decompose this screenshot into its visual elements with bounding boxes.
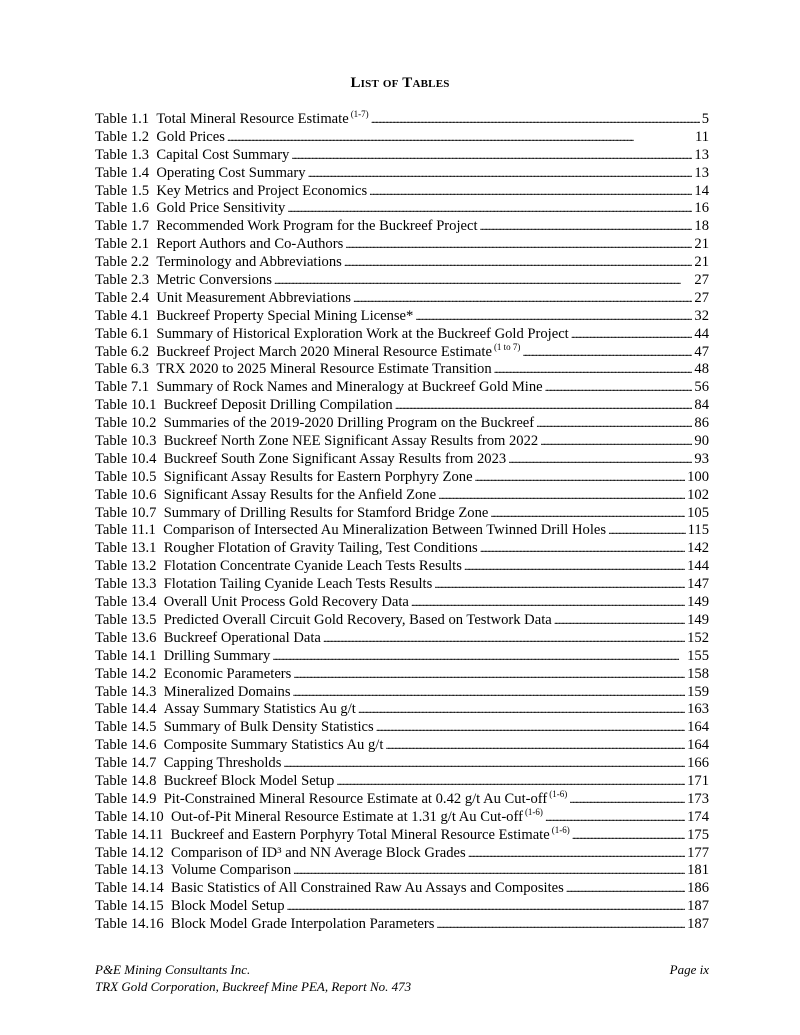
toc-entry-page: 149: [687, 594, 709, 611]
dot-leader: [358, 701, 685, 719]
toc-entry-number: Table 13.1: [95, 540, 157, 557]
toc-entry[interactable]: [95, 755, 709, 773]
toc-entry-page: 187: [687, 898, 709, 915]
dot-leader: [287, 200, 692, 218]
toc-entry-page: 27: [694, 272, 709, 289]
toc-entry-label: [95, 218, 478, 236]
dot-leader: [415, 308, 692, 326]
toc-entry-number: Table 6.1: [95, 325, 150, 342]
toc-entry-label: [95, 200, 285, 218]
toc-entry-page: 47: [694, 343, 709, 360]
dot-leader: [475, 469, 686, 487]
toc-entry-page: 56: [694, 379, 709, 396]
toc-entry-number: Table 14.1: [95, 647, 157, 664]
toc-entry[interactable]: [95, 540, 709, 558]
toc-entry-title: Mineralized Domains: [163, 683, 291, 700]
toc-entry-number: Table 10.6: [95, 486, 157, 503]
toc-entry-page: 21: [694, 236, 709, 253]
toc-entry-page: 86: [694, 415, 709, 432]
toc-entry-label: [95, 773, 334, 791]
toc-entry-title: Metric Conversions: [156, 272, 272, 289]
toc-entry[interactable]: [95, 147, 709, 165]
toc-entry-title: Buckreef Operational Data: [163, 629, 321, 646]
toc-entry-label: [95, 308, 413, 326]
toc-entry-title: Buckreef Deposit Drilling Compilation: [163, 397, 393, 414]
toc-entry-page: 171: [687, 772, 709, 789]
toc-entry-number: Table 14.13: [95, 862, 164, 879]
toc-entry-number: Table 14.4: [95, 701, 157, 718]
dot-leader: [323, 630, 685, 648]
toc-entry-title: Capital Cost Summary: [156, 146, 290, 163]
toc-entry-title: Pit-Constrained Mineral Resource Estimate at 0.42 g/t Au Cut-off: [163, 790, 548, 807]
toc-entry[interactable]: [95, 630, 709, 648]
toc-entry-title: Block Model Grade Interpolation Parameters: [170, 916, 435, 933]
toc-entry-title: Significant Assay Results for Eastern Porphyry Zone: [163, 468, 473, 485]
toc-entry-label: [95, 451, 506, 469]
toc-entry[interactable]: [95, 433, 709, 451]
toc-entry-page: 159: [687, 683, 709, 700]
toc-entry-page: 147: [687, 576, 709, 593]
toc-entry-label: [95, 183, 367, 201]
toc-entry[interactable]: [95, 880, 709, 898]
toc-entry-number: Table 14.8: [95, 772, 157, 789]
dot-leader: [608, 522, 686, 540]
toc-entry-page: 21: [694, 254, 709, 271]
toc-entry-label: [95, 147, 289, 165]
toc-entry-number: Table 13.2: [95, 558, 157, 575]
toc-entry[interactable]: [95, 308, 709, 326]
toc-entry-label: [95, 630, 321, 648]
dot-leader: [371, 111, 700, 129]
dot-leader: [369, 183, 692, 201]
toc-entry-label: [95, 666, 291, 684]
toc-entry-label: [95, 397, 393, 415]
toc-entry-label: [95, 487, 436, 505]
toc-entry-label: [95, 755, 281, 773]
dot-leader: [272, 648, 685, 666]
toc-entry-title: Buckreef North Zone NEE Significant Assay Results from 2022: [163, 433, 539, 450]
toc-entry-title: Report Authors and Co-Authors: [156, 236, 344, 253]
toc-entry-number: Table 14.3: [95, 683, 157, 700]
dot-leader: [438, 487, 685, 505]
toc-entry-number: Table 6.3: [95, 361, 150, 378]
toc-entry-number: Table 11.1: [95, 522, 156, 539]
toc-entry[interactable]: [95, 165, 709, 183]
toc-entry-title: Predicted Overall Circuit Gold Recovery, Based on Testwork Data: [163, 611, 552, 628]
dot-leader: [293, 684, 686, 702]
toc-entry-page: 186: [687, 880, 709, 897]
toc-entry-page: 177: [687, 844, 709, 861]
toc-entry-page: 100: [687, 468, 709, 485]
dot-leader: [436, 916, 685, 934]
dot-leader: [554, 612, 685, 630]
toc-entry[interactable]: [95, 254, 709, 272]
toc-entry-page: 105: [687, 504, 709, 521]
dot-leader: [287, 898, 686, 916]
toc-entry-title: Flotation Tailing Cyanide Leach Tests Results: [163, 576, 433, 593]
toc-entry-page: 174: [687, 808, 709, 825]
toc-entry-title: Summary of Rock Names and Mineralogy at Buckreef Gold Mine: [156, 379, 543, 396]
toc-entry-page: 16: [694, 200, 709, 217]
toc-entry-number: Table 1.1: [95, 111, 150, 127]
dot-leader: [336, 773, 685, 791]
toc-entry-title: Economic Parameters: [163, 665, 292, 682]
toc-entry-number: Table 1.2: [95, 128, 150, 145]
toc-entry-superscript: (1 to 7): [493, 341, 521, 352]
toc-entry[interactable]: [95, 361, 709, 379]
toc-entry-label: [95, 612, 552, 630]
footer-report: TRX Gold Corporation, Buckreef Mine PEA, Report No. 473: [95, 979, 412, 994]
toc-entry-number: Table 14.12: [95, 844, 164, 861]
toc-entry-page: 166: [687, 755, 709, 772]
toc-entry-label: [95, 165, 306, 183]
toc-entry-label: [95, 129, 225, 147]
toc-entry-page: 5: [701, 111, 709, 127]
toc-entry-number: Table 13.5: [95, 611, 157, 628]
toc-entry-page: 32: [694, 307, 709, 324]
toc-entry-page: 102: [687, 486, 709, 503]
toc-entry-label: [95, 361, 492, 379]
toc-entry-label: [95, 415, 534, 433]
toc-entry[interactable]: [95, 522, 709, 540]
toc-entry-title: Significant Assay Results for the Anfield Zone: [163, 486, 437, 503]
toc-entry-title: Volume Comparison: [170, 862, 292, 879]
toc-entry-label: [95, 788, 568, 809]
toc-entry-label: [95, 111, 369, 129]
toc-entry[interactable]: [95, 379, 709, 397]
toc-entry[interactable]: [95, 666, 709, 684]
toc-entry-number: Table 13.6: [95, 629, 157, 646]
toc-entry-number: Table 14.16: [95, 916, 164, 933]
toc-entry-title: Total Mineral Resource Estimate: [156, 111, 349, 127]
toc-entry[interactable]: [95, 505, 709, 523]
toc-entry-label: [95, 341, 521, 362]
toc-entry-page: 149: [687, 611, 709, 628]
toc-entry-number: Table 13.3: [95, 576, 157, 593]
toc-entry-page: 84: [694, 397, 709, 414]
toc-entry-label: [95, 594, 409, 612]
toc-entry-number: Table 2.2: [95, 254, 150, 271]
toc-entry-title: Terminology and Abbreviations: [156, 254, 342, 271]
toc-entry-number: Table 2.3: [95, 272, 150, 289]
toc-entry-title: Operating Cost Summary: [156, 164, 306, 181]
toc-entry[interactable]: [95, 326, 709, 344]
toc-entry-title: Flotation Concentrate Cyanide Leach Tests Results: [163, 558, 462, 575]
toc-entry[interactable]: [95, 845, 709, 863]
toc-entry-page: 164: [687, 719, 709, 736]
toc-entry-page: 27: [694, 289, 709, 306]
toc-entry-label: [95, 737, 383, 755]
toc-entry-page: 18: [694, 218, 709, 235]
dot-leader: [569, 791, 685, 809]
footer-line-1: [95, 961, 709, 978]
toc-entry-number: Table 13.4: [95, 594, 157, 611]
toc-entry-label: [95, 880, 564, 898]
toc-entry-page: 142: [687, 540, 709, 557]
dot-leader: [353, 290, 692, 308]
toc-entry-superscript: (1-6): [524, 806, 543, 817]
toc-entry-label: [95, 290, 351, 308]
toc-entry[interactable]: [95, 788, 709, 809]
dot-leader: [385, 737, 685, 755]
toc-entry[interactable]: [95, 701, 709, 719]
toc-entry[interactable]: [95, 272, 709, 290]
dot-leader: [536, 415, 692, 433]
toc-entry-number: Table 14.2: [95, 665, 157, 682]
toc-entry[interactable]: [95, 183, 709, 201]
toc-entry[interactable]: [95, 576, 709, 594]
toc-entry[interactable]: [95, 594, 709, 612]
toc-entry-label: [95, 433, 538, 451]
toc-entry-title: Capping Thresholds: [163, 755, 282, 772]
toc-entry[interactable]: [95, 397, 709, 415]
dot-leader: [434, 576, 685, 594]
dot-leader: [522, 344, 692, 362]
toc-entry-title: Composite Summary Statistics Au g/t: [163, 737, 384, 754]
footer-company: P&E Mining Consultants Inc.: [95, 962, 251, 977]
toc-entry-label: [95, 540, 478, 558]
toc-entry-title: Basic Statistics of All Constrained Raw Au Assays and Composites: [170, 880, 564, 897]
toc-entry-number: Table 10.1: [95, 397, 157, 414]
dot-leader: [566, 880, 685, 898]
toc-entry-number: Table 10.3: [95, 433, 157, 450]
toc-entry-page: 155: [687, 647, 709, 664]
dot-leader: [293, 862, 685, 880]
toc-entry-title: Assay Summary Statistics Au g/t: [163, 701, 356, 718]
toc-entry-label: [95, 505, 488, 523]
toc-entry-page: 13: [694, 146, 709, 163]
toc-entry[interactable]: [95, 111, 709, 129]
toc-entry-number: Table 7.1: [95, 379, 150, 396]
toc-entry-page: 187: [687, 916, 709, 933]
toc-entry[interactable]: [95, 612, 709, 630]
toc-entry-title: Out-of-Pit Mineral Resource Estimate at 1.31 g/t Au Cut-off: [170, 808, 523, 825]
toc-entry[interactable]: [95, 218, 709, 236]
dot-leader: [572, 827, 685, 845]
toc-entry-label: [95, 576, 432, 594]
toc-entry[interactable]: [95, 719, 709, 737]
toc-entry-title: Buckreef Block Model Setup: [163, 772, 335, 789]
toc-entry-title: Drilling Summary: [163, 647, 271, 664]
toc-entry-page: 48: [694, 361, 709, 378]
toc-entry-number: Table 10.7: [95, 504, 157, 521]
dot-leader: [291, 147, 692, 165]
toc-entry-title: Buckreef South Zone Significant Assay Results from 2023: [163, 450, 507, 467]
toc-entry-page: 115: [687, 522, 709, 539]
toc-entry-page: 181: [687, 862, 709, 879]
toc-entry-label: [95, 916, 434, 934]
dot-leader: [468, 845, 685, 863]
toc-entry-number: Table 14.9: [95, 790, 157, 807]
toc-entry-page: 13: [694, 164, 709, 181]
toc-entry-title: Summary of Drilling Results for Stamford Bridge Zone: [163, 504, 489, 521]
toc-entry-label: [95, 862, 291, 880]
toc-entry-number: Table 2.4: [95, 289, 150, 306]
footer-page-number: Page ix: [669, 962, 709, 977]
toc-entry-number: Table 1.7: [95, 218, 150, 235]
dot-leader: [571, 326, 693, 344]
toc-entry-page: 163: [687, 701, 709, 718]
toc-entry-label: [95, 845, 466, 863]
toc-entry-number: Table 1.5: [95, 182, 150, 199]
toc-entry-label: [95, 701, 356, 719]
toc-entry-title: Block Model Setup: [170, 898, 285, 915]
toc-entry-title: TRX 2020 to 2025 Mineral Resource Estimate Transition: [156, 361, 492, 378]
dot-leader: [345, 236, 692, 254]
dot-leader: [227, 129, 693, 147]
toc-entry-number: Table 14.5: [95, 719, 157, 736]
toc-entry-label: [95, 379, 543, 397]
toc-entry-title: Summaries of the 2019-2020 Drilling Program on the Buckreef: [163, 415, 535, 432]
toc-entry[interactable]: [95, 415, 709, 433]
toc-entry-title: Gold Price Sensitivity: [156, 200, 286, 217]
toc-entry[interactable]: [95, 862, 709, 880]
dot-leader: [480, 540, 685, 558]
toc-entry-label: [95, 254, 342, 272]
toc-entry[interactable]: [95, 341, 709, 362]
toc-entry-page: 175: [687, 826, 709, 843]
toc-entry-label: [95, 648, 270, 666]
toc-entry-number: Table 1.4: [95, 164, 150, 181]
toc-entry[interactable]: [95, 898, 709, 916]
toc-entry-number: Table 1.6: [95, 200, 150, 217]
list-of-tables: [95, 111, 709, 934]
toc-entry-page: 144: [687, 558, 709, 575]
toc-entry-number: Table 14.11: [95, 826, 164, 843]
toc-entry-title: Buckreef Project March 2020 Mineral Resource Estimate: [156, 343, 492, 360]
toc-entry-page: 158: [687, 665, 709, 682]
toc-entry-label: [95, 806, 543, 827]
dot-leader: [376, 719, 685, 737]
toc-entry[interactable]: [95, 200, 709, 218]
toc-entry-label: [95, 898, 285, 916]
toc-entry[interactable]: [95, 737, 709, 755]
toc-entry[interactable]: [95, 684, 709, 702]
toc-entry-number: Table 2.1: [95, 236, 150, 253]
toc-entry[interactable]: [95, 236, 709, 254]
toc-entry-page: 93: [694, 450, 709, 467]
toc-entry[interactable]: [95, 558, 709, 576]
toc-entry[interactable]: [95, 451, 709, 469]
toc-entry-label: [95, 522, 606, 540]
toc-entry[interactable]: [95, 290, 709, 308]
toc-entry-page: 173: [687, 790, 709, 807]
toc-entry[interactable]: [95, 806, 709, 827]
toc-entry-page: 44: [694, 325, 709, 342]
dot-leader: [508, 451, 692, 469]
dot-leader: [464, 558, 685, 576]
toc-entry-number: Table 10.2: [95, 415, 157, 432]
dot-leader: [494, 361, 693, 379]
dot-leader: [308, 165, 693, 183]
toc-entry-number: Table 14.6: [95, 737, 157, 754]
toc-entry-label: [95, 558, 462, 576]
toc-entry-title: Summary of Historical Exploration Work at the Buckreef Gold Project: [156, 325, 569, 342]
dot-leader: [274, 272, 692, 290]
toc-entry-label: [95, 236, 343, 254]
toc-entry-number: Table 1.3: [95, 146, 150, 163]
toc-entry-superscript: (1-6): [549, 788, 568, 799]
toc-entry-label: [95, 719, 374, 737]
dot-leader: [283, 755, 685, 773]
page-title: List of Tables: [350, 75, 450, 91]
toc-entry-title: Rougher Flotation of Gravity Tailing, Test Conditions: [163, 540, 478, 557]
dot-leader: [545, 379, 693, 397]
toc-entry-title: Key Metrics and Project Economics: [156, 182, 368, 199]
toc-entry-label: [95, 469, 473, 487]
toc-entry-number: Table 14.14: [95, 880, 164, 897]
toc-entry-page: 14: [694, 182, 709, 199]
footer-line-2: [95, 978, 709, 995]
toc-entry-page: 11: [694, 128, 709, 145]
toc-entry-title: Unit Measurement Abbreviations: [156, 289, 351, 306]
toc-entry[interactable]: [95, 487, 709, 505]
toc-entry[interactable]: [95, 824, 709, 845]
toc-entry-number: Table 6.2: [95, 343, 150, 360]
toc-entry[interactable]: [95, 129, 709, 147]
dot-leader: [480, 218, 693, 236]
toc-entry-title: Gold Prices: [156, 128, 225, 145]
dot-leader: [545, 809, 685, 827]
toc-entry-label: [95, 824, 570, 845]
toc-entry-title: Overall Unit Process Gold Recovery Data: [163, 594, 409, 611]
dot-leader: [344, 254, 693, 272]
dot-leader: [293, 666, 685, 684]
dot-leader: [540, 433, 692, 451]
toc-entry-number: Table 4.1: [95, 307, 150, 324]
dot-leader: [411, 594, 685, 612]
toc-entry[interactable]: [95, 773, 709, 791]
toc-entry-title: Buckreef Property Special Mining License*: [156, 307, 414, 324]
toc-entry-number: Table 10.5: [95, 468, 157, 485]
toc-entry-title: Summary of Bulk Density Statistics: [163, 719, 374, 736]
toc-entry-superscript: (1-6): [551, 824, 570, 835]
toc-entry[interactable]: [95, 916, 709, 934]
toc-entry-page: 152: [687, 629, 709, 646]
toc-entry-number: Table 14.7: [95, 755, 157, 772]
toc-entry-title: Comparison of ID³ and NN Average Block Grades: [170, 844, 466, 861]
toc-entry-number: Table 14.10: [95, 808, 164, 825]
toc-entry-label: [95, 684, 291, 702]
toc-entry[interactable]: [95, 469, 709, 487]
toc-entry-page: 164: [687, 737, 709, 754]
toc-entry-number: Table 10.4: [95, 450, 157, 467]
toc-entry-title: Comparison of Intersected Au Mineralization Between Twinned Drill Holes: [163, 522, 607, 539]
toc-entry[interactable]: [95, 648, 709, 666]
dot-leader: [395, 397, 693, 415]
toc-entry-label: [95, 326, 569, 344]
toc-entry-number: Table 14.15: [95, 898, 164, 915]
toc-entry-page: 90: [694, 433, 709, 450]
toc-entry-label: [95, 272, 272, 290]
dot-leader: [490, 505, 685, 523]
toc-entry-superscript: (1-7): [350, 109, 369, 120]
toc-entry-title: Recommended Work Program for the Buckreef Project: [156, 218, 478, 235]
toc-entry-title: Buckreef and Eastern Porphyry Total Mineral Resource Estimate: [170, 826, 550, 843]
